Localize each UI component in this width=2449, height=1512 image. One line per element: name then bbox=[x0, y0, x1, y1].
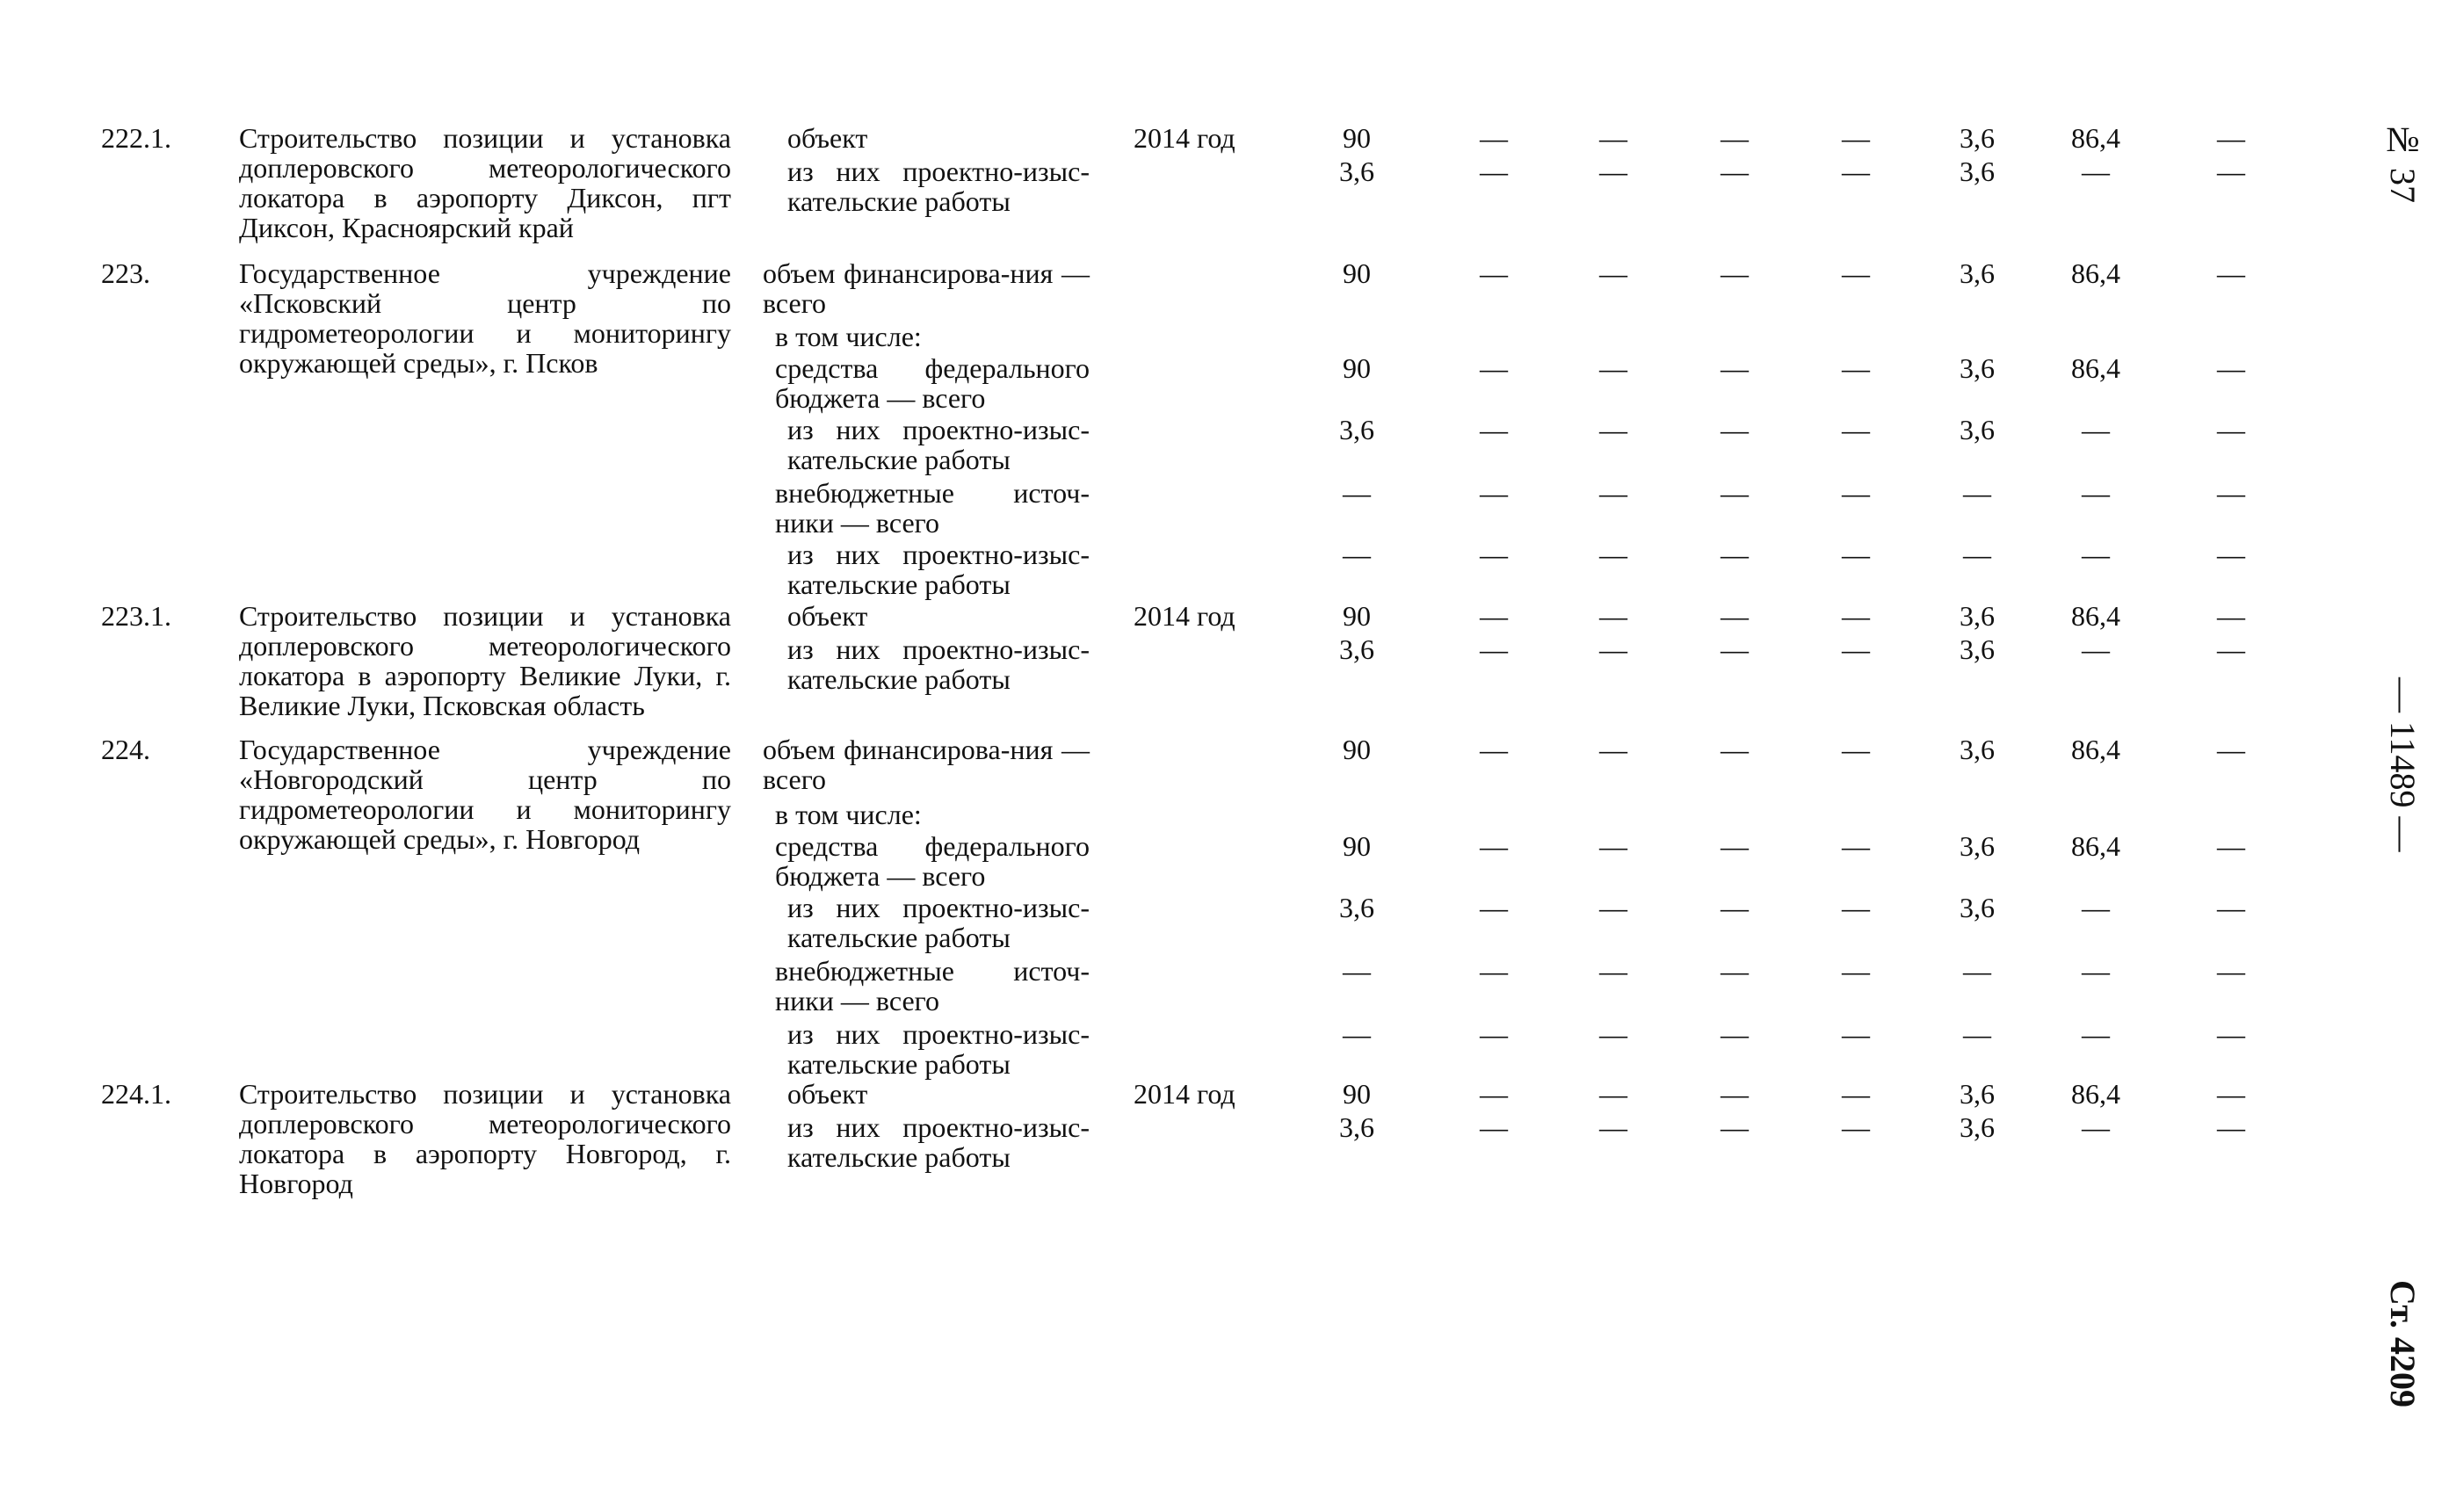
value-cell: — bbox=[1721, 414, 1749, 445]
value-cell: 90 bbox=[1343, 352, 1371, 384]
value-cell: — bbox=[1599, 633, 1627, 665]
value-cell: — bbox=[1721, 633, 1749, 665]
value-cell: — bbox=[1480, 955, 1508, 987]
value-cell: — bbox=[1842, 352, 1870, 384]
value-cell: — bbox=[1842, 414, 1870, 445]
value-cell: — bbox=[2217, 955, 2245, 987]
value-cell: — bbox=[2082, 156, 2110, 187]
value-cell: 3,6 bbox=[1339, 156, 1374, 187]
value-cell: — bbox=[2217, 352, 2245, 384]
value-cell: 86,4 bbox=[2071, 257, 2120, 289]
value-cell: — bbox=[1343, 477, 1371, 509]
value-cell: 90 bbox=[1343, 1078, 1371, 1110]
value-cell: — bbox=[1343, 539, 1371, 570]
value-cell: — bbox=[1721, 600, 1749, 632]
indicator-label: объем финансирова-ния — всего bbox=[763, 734, 1090, 795]
value-cell: — bbox=[1842, 156, 1870, 187]
value-cell: — bbox=[1842, 633, 1870, 665]
value-cell: — bbox=[1480, 1111, 1508, 1143]
value-cell: — bbox=[1963, 539, 1991, 570]
value-cell: — bbox=[1480, 734, 1508, 765]
value-cell: — bbox=[1599, 830, 1627, 862]
value-cell: — bbox=[2082, 633, 2110, 665]
year-cell: 2014 год bbox=[1134, 600, 1235, 632]
page-number: — 11489 — bbox=[2383, 676, 2423, 852]
indicator-label: средства федерального бюджета — всего bbox=[775, 352, 1090, 414]
value-cell: — bbox=[1480, 830, 1508, 862]
value-cell: — bbox=[2082, 1018, 2110, 1050]
value-cell: 3,6 bbox=[1339, 892, 1374, 923]
value-cell: — bbox=[1599, 892, 1627, 923]
row-number: 223. bbox=[101, 257, 150, 289]
value-cell: — bbox=[1480, 477, 1508, 509]
value-cell: — bbox=[1721, 122, 1749, 154]
article-number: Ст. 4209 bbox=[2383, 1279, 2423, 1407]
value-cell: 3,6 bbox=[1960, 633, 1995, 665]
value-cell: — bbox=[1480, 539, 1508, 570]
value-cell: — bbox=[2217, 830, 2245, 862]
value-cell: — bbox=[1599, 156, 1627, 187]
value-cell: — bbox=[1599, 600, 1627, 632]
value-cell: 3,6 bbox=[1960, 257, 1995, 289]
value-cell: — bbox=[1721, 734, 1749, 765]
value-cell: — bbox=[1480, 122, 1508, 154]
organization-name: Строительство позиции и установка доплеровского метеорологического локатора в аэропорту Новгород, г. Новгород bbox=[239, 1078, 731, 1199]
value-cell: 3,6 bbox=[1339, 633, 1374, 665]
value-cell: — bbox=[2082, 539, 2110, 570]
indicator-label: средства федерального бюджета — всего bbox=[775, 830, 1090, 892]
value-cell: — bbox=[2217, 734, 2245, 765]
value-cell: — bbox=[2217, 539, 2245, 570]
value-cell: 3,6 bbox=[1960, 600, 1995, 632]
value-cell: — bbox=[2217, 1111, 2245, 1143]
organization-name: Строительство позиции и установка доплеровского метеорологического локатора в аэропорту Великие Луки, г. Великие Луки, Псковская область bbox=[239, 600, 731, 721]
row-number: 224.1. bbox=[101, 1078, 171, 1110]
indicator-label: объем финансирова-ния — всего bbox=[763, 257, 1090, 319]
indicator-label: из них проектно-изыс-кательские работы bbox=[787, 539, 1090, 600]
value-cell: — bbox=[1842, 257, 1870, 289]
value-cell: — bbox=[1842, 600, 1870, 632]
value-cell: 86,4 bbox=[2071, 1078, 2120, 1110]
value-cell: — bbox=[1721, 955, 1749, 987]
value-cell: 3,6 bbox=[1339, 1111, 1374, 1143]
issue-number: № 37 bbox=[2383, 119, 2423, 203]
value-cell: — bbox=[1480, 633, 1508, 665]
value-cell: — bbox=[1842, 477, 1870, 509]
value-cell: — bbox=[1842, 539, 1870, 570]
value-cell: 90 bbox=[1343, 257, 1371, 289]
value-cell: — bbox=[2217, 156, 2245, 187]
value-cell: — bbox=[2217, 257, 2245, 289]
value-cell: — bbox=[1599, 477, 1627, 509]
value-cell: — bbox=[1599, 1018, 1627, 1050]
value-cell: 86,4 bbox=[2071, 600, 2120, 632]
value-cell: — bbox=[1599, 539, 1627, 570]
value-cell: — bbox=[2217, 414, 2245, 445]
year-cell: 2014 год bbox=[1134, 1078, 1235, 1110]
value-cell: — bbox=[1480, 414, 1508, 445]
value-cell: — bbox=[1842, 734, 1870, 765]
value-cell: 3,6 bbox=[1960, 156, 1995, 187]
indicator-label: из них проектно-изыс-кательские работы bbox=[787, 892, 1090, 953]
value-cell: 90 bbox=[1343, 734, 1371, 765]
value-cell: 3,6 bbox=[1960, 122, 1995, 154]
value-cell: — bbox=[1480, 892, 1508, 923]
value-cell: 90 bbox=[1343, 122, 1371, 154]
value-cell: — bbox=[1480, 156, 1508, 187]
value-cell: — bbox=[1842, 1018, 1870, 1050]
value-cell: — bbox=[1721, 257, 1749, 289]
value-cell: — bbox=[2082, 477, 2110, 509]
indicator-label: внебюджетные источ-ники — всего bbox=[775, 955, 1090, 1016]
value-cell: — bbox=[2217, 1018, 2245, 1050]
indicator-label: из них проектно-изыс-кательские работы bbox=[787, 1018, 1090, 1080]
indicator-label: объект bbox=[787, 1078, 868, 1110]
value-cell: — bbox=[1721, 477, 1749, 509]
value-cell: — bbox=[1480, 1018, 1508, 1050]
value-cell: — bbox=[1842, 1111, 1870, 1143]
value-cell: 3,6 bbox=[1960, 414, 1995, 445]
value-cell: — bbox=[1480, 257, 1508, 289]
value-cell: — bbox=[1721, 539, 1749, 570]
value-cell: — bbox=[2217, 633, 2245, 665]
value-cell: 86,4 bbox=[2071, 734, 2120, 765]
organization-name: Государственное учреждение «Новгородский центр по гидрометеорологии и мониторингу окружающей среды», г. Новгород bbox=[239, 734, 731, 855]
value-cell: — bbox=[1343, 1018, 1371, 1050]
value-cell: 3,6 bbox=[1960, 352, 1995, 384]
indicator-label: в том числе: bbox=[775, 321, 922, 352]
indicator-label: из них проектно-изыс-кательские работы bbox=[787, 1111, 1090, 1173]
indicator-label: из них проектно-изыс-кательские работы bbox=[787, 414, 1090, 475]
value-cell: — bbox=[1343, 955, 1371, 987]
value-cell: — bbox=[2082, 955, 2110, 987]
year-cell: 2014 год bbox=[1134, 122, 1235, 154]
value-cell: — bbox=[1599, 1111, 1627, 1143]
row-number: 222.1. bbox=[101, 122, 171, 154]
value-cell: — bbox=[2082, 414, 2110, 445]
value-cell: 3,6 bbox=[1960, 1078, 1995, 1110]
row-number: 224. bbox=[101, 734, 150, 765]
value-cell: — bbox=[2217, 600, 2245, 632]
value-cell: — bbox=[2217, 122, 2245, 154]
value-cell: — bbox=[1599, 1078, 1627, 1110]
value-cell: — bbox=[1721, 156, 1749, 187]
indicator-label: из них проектно-изыс-кательские работы bbox=[787, 156, 1090, 217]
value-cell: — bbox=[1721, 892, 1749, 923]
indicator-label: из них проектно-изыс-кательские работы bbox=[787, 633, 1090, 695]
value-cell: — bbox=[1599, 734, 1627, 765]
indicator-label: объект bbox=[787, 122, 868, 154]
value-cell: — bbox=[1721, 1078, 1749, 1110]
organization-name: Строительство позиции и установка доплеровского метеорологического локатора в аэропорту Диксон, пгт Диксон, Красноярский край bbox=[239, 122, 731, 243]
indicator-label: объект bbox=[787, 600, 868, 632]
value-cell: 90 bbox=[1343, 600, 1371, 632]
value-cell: — bbox=[1842, 830, 1870, 862]
value-cell: — bbox=[1599, 352, 1627, 384]
value-cell: — bbox=[1842, 892, 1870, 923]
value-cell: 3,6 bbox=[1960, 892, 1995, 923]
value-cell: — bbox=[1842, 955, 1870, 987]
value-cell: — bbox=[1480, 600, 1508, 632]
value-cell: 3,6 bbox=[1339, 414, 1374, 445]
value-cell: — bbox=[1963, 955, 1991, 987]
value-cell: — bbox=[1721, 830, 1749, 862]
indicator-label: внебюджетные источ-ники — всего bbox=[775, 477, 1090, 539]
value-cell: 3,6 bbox=[1960, 830, 1995, 862]
value-cell: — bbox=[2082, 892, 2110, 923]
row-number: 223.1. bbox=[101, 600, 171, 632]
value-cell: — bbox=[1480, 1078, 1508, 1110]
organization-name: Государственное учреждение «Псковский центр по гидрометеорологии и мониторингу окружающей среды», г. Псков bbox=[239, 257, 731, 379]
value-cell: — bbox=[2217, 892, 2245, 923]
value-cell: — bbox=[1842, 122, 1870, 154]
value-cell: — bbox=[1842, 1078, 1870, 1110]
value-cell: — bbox=[1721, 1111, 1749, 1143]
value-cell: — bbox=[1599, 414, 1627, 445]
value-cell: 86,4 bbox=[2071, 122, 2120, 154]
value-cell: — bbox=[1963, 1018, 1991, 1050]
value-cell: — bbox=[2217, 477, 2245, 509]
value-cell: 86,4 bbox=[2071, 830, 2120, 862]
value-cell: — bbox=[1599, 257, 1627, 289]
value-cell: — bbox=[1599, 122, 1627, 154]
value-cell: — bbox=[2217, 1078, 2245, 1110]
value-cell: — bbox=[2082, 1111, 2110, 1143]
value-cell: 3,6 bbox=[1960, 1111, 1995, 1143]
value-cell: — bbox=[1963, 477, 1991, 509]
value-cell: — bbox=[1480, 352, 1508, 384]
value-cell: — bbox=[1599, 955, 1627, 987]
value-cell: 86,4 bbox=[2071, 352, 2120, 384]
value-cell: 90 bbox=[1343, 830, 1371, 862]
value-cell: — bbox=[1721, 352, 1749, 384]
value-cell: 3,6 bbox=[1960, 734, 1995, 765]
indicator-label: в том числе: bbox=[775, 799, 922, 830]
value-cell: — bbox=[1721, 1018, 1749, 1050]
